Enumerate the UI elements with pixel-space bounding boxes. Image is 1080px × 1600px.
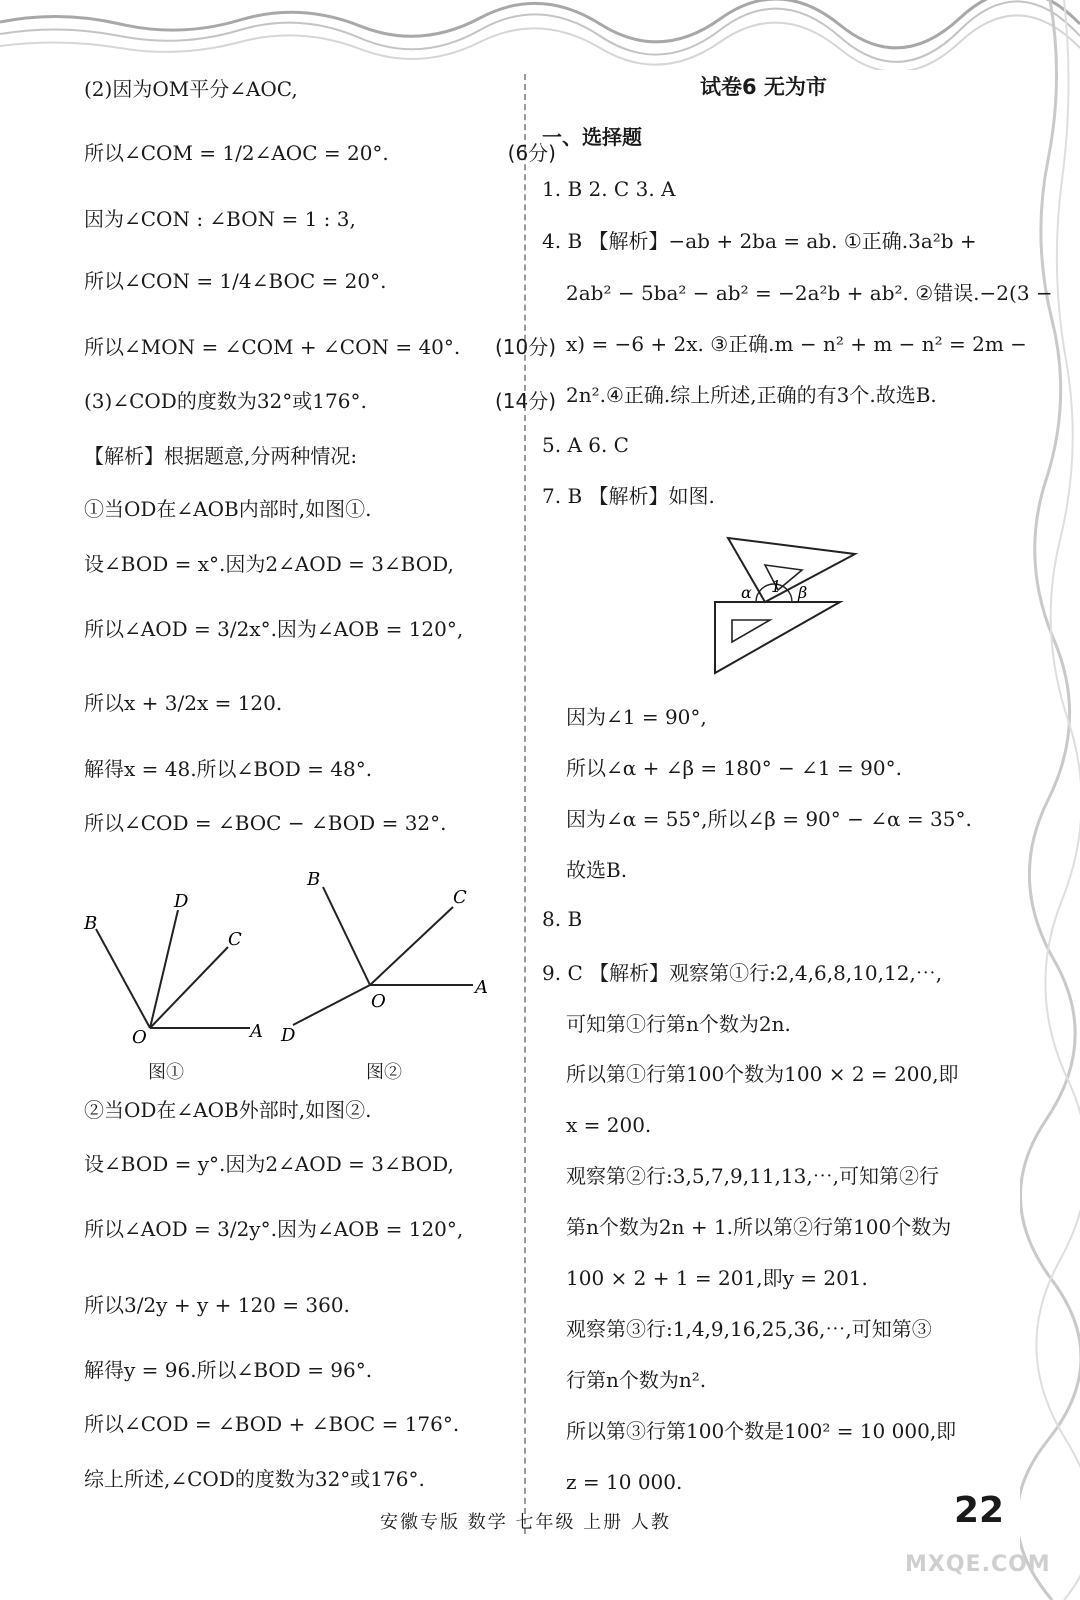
ray-oc [370,907,453,985]
label-b: B [84,913,98,934]
label-c: C [228,929,242,950]
label-a: A [250,1021,263,1042]
left-line: 因为∠CON : ∠BON = 1 : 3, [84,207,356,231]
label-angle-1: 1 [771,577,782,596]
answer-line: 观察第③行:1,4,9,16,25,36,⋯,可知第③ [566,1317,932,1341]
left-line: (3)∠COD的度数为32°或176°. (14分) [84,389,556,413]
label-d: D [281,1025,296,1046]
exam-title: 试卷6 无为市 [700,75,827,99]
left-line: 所以∠MON = ∠COM + ∠CON = 40°. (10分) [84,335,556,359]
column-divider [524,74,526,1534]
answer-line: 所以∠α + ∠β = 180° − ∠1 = 90°. [566,756,902,780]
figure-2-caption: 图② [366,1062,402,1083]
answer-line: 8. B [542,907,583,931]
ray-ob [96,929,150,1028]
answer-line: 所以第①行第100个数为100 × 2 = 200,即 [566,1062,959,1086]
ray-oc [150,947,228,1028]
decorative-top-border [0,0,1080,70]
answer-line: 5. A 6. C [542,433,629,457]
answer-line: x) = −6 + 2x. ③正确.m − n² + m − n² = 2m − [566,332,1027,356]
answer-line: 因为∠α = 55°,所以∠β = 90° − ∠α = 35°. [566,807,972,831]
page-number: 22 [954,1490,1005,1531]
left-line: 所以∠AOD = 3/2y°.因为∠AOB = 120°, [84,1217,464,1241]
left-line: 所以∠AOD = 3/2x°.因为∠AOB = 120°, [84,617,464,641]
lower-triangle [715,602,840,673]
page-footer: 安徽专版 数学 七年级 上册 人教 [380,1512,671,1533]
left-line: 所以∠CON = 1/4∠BOC = 20°. [84,269,387,293]
figure-2-diagram [275,865,500,1060]
left-line: 解得x = 48.所以∠BOD = 48°. [84,757,373,781]
figure-1-diagram [70,875,280,1050]
left-line: 所以∠COD = ∠BOC − ∠BOD = 32°. [84,811,447,835]
ray-od [293,985,370,1025]
left-line: ①当OD在∠AOB内部时,如图①. [84,497,372,521]
label-a: A [475,977,488,998]
left-line: 设∠BOD = x°.因为2∠AOD = 3∠BOD, [84,552,454,576]
answer-line: 第n个数为2n + 1.所以第②行第100个数为 [566,1215,952,1239]
answer-line: 2ab² − 5ba² − ab² = −2a²b + ab². ②错误.−2(3 − [566,281,1053,305]
answer-line: 7. B 【解析】如图. [542,484,715,508]
left-line: 所以x + 3/2x = 120. [84,691,283,715]
label-b: B [307,869,321,890]
left-line: (2)因为OM平分∠AOC, [84,77,298,101]
lower-triangle-inner [732,620,770,642]
score-label: (14分) [494,389,556,413]
ray-od [150,910,178,1028]
answer-line: 4. B 【解析】−ab + 2ba = ab. ①正确.3a²b + [542,229,977,253]
answer-line: z = 10 000. [566,1470,683,1494]
answer-line: 可知第①行第n个数为2n. [566,1012,791,1036]
decorative-right-border [1020,0,1080,1600]
answer-line: 100 × 2 + 1 = 201,即y = 201. [566,1266,868,1290]
left-line: 综上所述,∠COD的度数为32°或176°. [84,1467,425,1491]
answer-line: 行第n个数为n². [566,1368,707,1392]
answer-line: 因为∠1 = 90°, [566,705,707,729]
left-line: 设∠BOD = y°.因为2∠AOD = 3∠BOD, [84,1152,454,1176]
left-line: 【解析】根据题意,分两种情况: [84,444,358,468]
label-beta: β [798,583,808,602]
label-d: D [174,891,189,912]
set-square-diagram [710,530,870,690]
left-line: ②当OD在∠AOB外部时,如图②. [84,1098,372,1122]
answer-line: 2n².④正确.综上所述,正确的有3个.故选B. [566,383,937,407]
label-o: O [371,991,386,1012]
label-c: C [453,887,467,908]
answer-line: 所以第③行第100个数是100² = 10 000,即 [566,1419,957,1443]
left-line: 所以∠COM = 1/2∠AOC = 20°. (6分) [84,141,556,165]
answer-line: x = 200. [566,1113,652,1137]
left-line: 所以3/2y + y + 120 = 360. [84,1293,350,1317]
label-o: O [132,1027,147,1048]
section-heading: 一、选择题 [542,125,642,149]
answer-line: 故选B. [566,858,628,882]
watermark: MXQE.COM [905,1552,1051,1577]
left-line: 解得y = 96.所以∠BOD = 96°. [84,1358,373,1382]
answer-line: 观察第②行:3,5,7,9,11,13,⋯,可知第②行 [566,1164,940,1188]
score-label: (10分) [494,335,556,359]
answer-line: 9. C 【解析】观察第①行:2,4,6,8,10,12,⋯, [542,961,943,985]
left-line: 所以∠COD = ∠BOD + ∠BOC = 176°. [84,1412,460,1436]
label-alpha: α [741,583,752,602]
answer-line: 1. B 2. C 3. A [542,177,676,201]
score-label: (6分) [507,141,556,165]
ray-ob [323,887,370,985]
figure-1-caption: 图① [148,1062,184,1083]
